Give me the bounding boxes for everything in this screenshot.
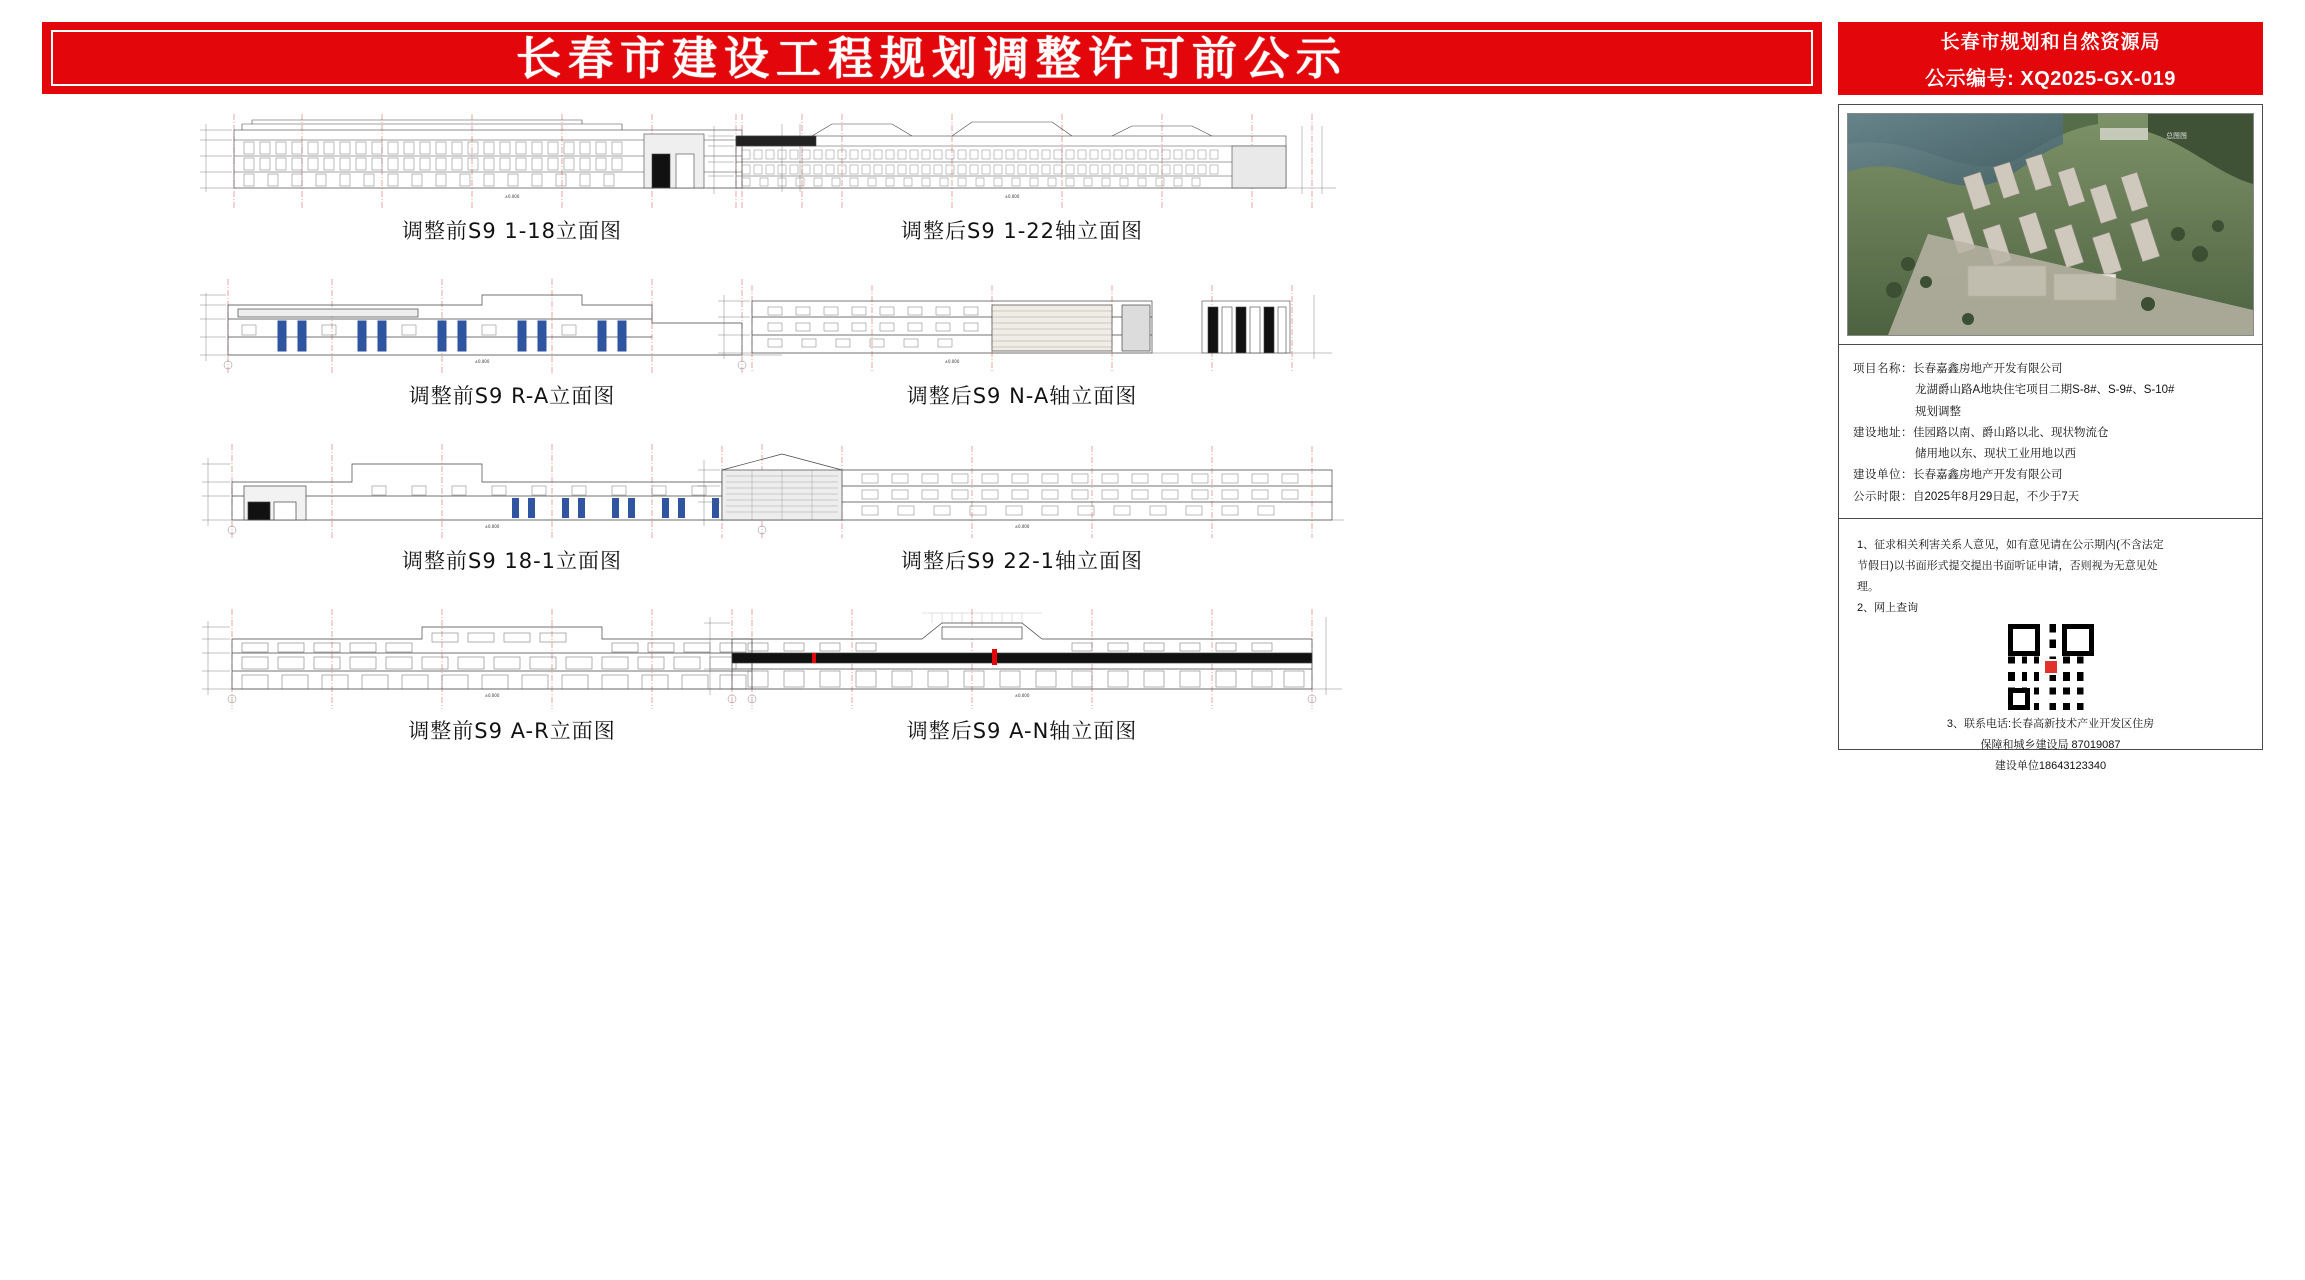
contact-line: 3、联系电话:长春高新技术产业开发区住房 — [1946, 718, 2155, 731]
elevation-drawing — [692, 110, 1352, 215]
info-row-address — [1853, 423, 2248, 444]
bureau-name: 长春市规划和自然资源局 — [1838, 22, 2263, 59]
header-right-blocks — [1838, 22, 2263, 95]
svg-text:±0.000: ±0.000 — [1014, 693, 1030, 698]
drawing-caption: 调整后S9 N-A轴立面图 — [906, 384, 1138, 408]
svg-text:±0.000: ±0.000 — [474, 359, 490, 364]
drawing-cell — [692, 605, 1352, 745]
drawing-caption: 调整前S9 1-18立面图 — [401, 219, 623, 243]
elevation-graphic — [692, 110, 1352, 215]
drawing-cell — [692, 275, 1352, 410]
info-panel — [1838, 104, 2263, 773]
info-row-developer — [1853, 465, 2248, 486]
site-rendering — [1847, 113, 2254, 336]
svg-text:±0.000: ±0.000 — [1014, 524, 1030, 529]
svg-text:±0.000: ±0.000 — [504, 194, 520, 199]
drawing-cell — [692, 440, 1352, 575]
svg-text:总图图: 总图图 — [2166, 132, 2187, 140]
title-banner-inner-border — [51, 30, 1813, 86]
info-key: 项目名称： — [1853, 363, 1913, 375]
drawing-caption: 调整后S9 A-N轴立面图 — [906, 719, 1138, 743]
elevation-graphic — [692, 605, 1352, 715]
note-line: 节假日)以书面形式提交提出书面听证申请，否则视为无意见处 — [1857, 559, 2158, 572]
info-row-period — [1853, 487, 2248, 508]
info-value: 长春嘉鑫房地产开发有限公司 — [1913, 469, 2063, 482]
svg-text:±0.000: ±0.000 — [484, 693, 500, 698]
info-cont-line: 规划调整 — [1915, 405, 1961, 418]
elevation-drawing — [692, 605, 1352, 715]
drawing-caption: 调整后S9 1-22轴立面图 — [900, 219, 1144, 243]
site-rendering-graphic — [1848, 114, 2253, 335]
info-value: 自2025年8月29日起，不少于7天 — [1913, 490, 2080, 503]
info-key: 建设地址： — [1853, 426, 1913, 439]
elevation-graphic — [692, 275, 1352, 380]
info-key: 建设单位： — [1853, 469, 1913, 482]
svg-text:±0.000: ±0.000 — [484, 524, 500, 529]
drawing-caption: 调整后S9 22-1轴立面图 — [900, 549, 1144, 573]
note-line: 2、网上查询 — [1857, 601, 1919, 614]
project-info-block — [1839, 344, 2262, 518]
qr-logo-icon — [2043, 659, 2059, 675]
title-banner — [42, 22, 1822, 94]
contact-line: 保障和城乡建设局 87019087 — [1980, 739, 2121, 752]
drawing-caption: 调整前S9 18-1立面图 — [401, 549, 623, 573]
info-value: 长春嘉鑫房地产开发有限公司 — [1913, 363, 2063, 375]
contact-line: 建设单位18643123340 — [1994, 760, 2107, 773]
notice-number: 公示编号: XQ2025-GX-019 — [1838, 58, 2263, 95]
qr-code[interactable] — [2008, 624, 2094, 710]
elevation-graphic — [692, 440, 1352, 545]
drawings-grid — [42, 110, 1822, 770]
page-title: 长春市建设工程规划调整许可前公示 — [515, 31, 1348, 85]
qr-finder-icon — [2008, 688, 2030, 710]
drawing-caption: 调整前S9 A-R立面图 — [408, 719, 616, 743]
note-line: 理。 — [1857, 580, 1879, 593]
elevation-drawing — [692, 275, 1352, 380]
info-cont-line: 龙湖爵山路A地块住宅项目二期S-8#、S-9#、S-10# — [1915, 384, 2175, 397]
info-row-project-name — [1853, 359, 2248, 380]
info-key: 公示时限： — [1853, 490, 1913, 503]
svg-text:±0.000: ±0.000 — [1004, 194, 1020, 199]
notes-block — [1839, 518, 2262, 793]
svg-text:±0.000: ±0.000 — [944, 359, 960, 364]
info-value: 佳园路以南、爵山路以北、现状物流仓 — [1913, 426, 2109, 439]
note-line: 1、征求相关利害关系人意见，如有意见请在公示期内(不含法定 — [1857, 538, 2164, 551]
title-banner-wrap — [42, 22, 1822, 94]
drawing-caption: 调整前S9 R-A立面图 — [408, 384, 616, 408]
info-cont-line: 储用地以东、现状工业用地以西 — [1915, 448, 2076, 461]
elevation-drawing — [692, 440, 1352, 545]
drawing-cell — [692, 110, 1352, 245]
